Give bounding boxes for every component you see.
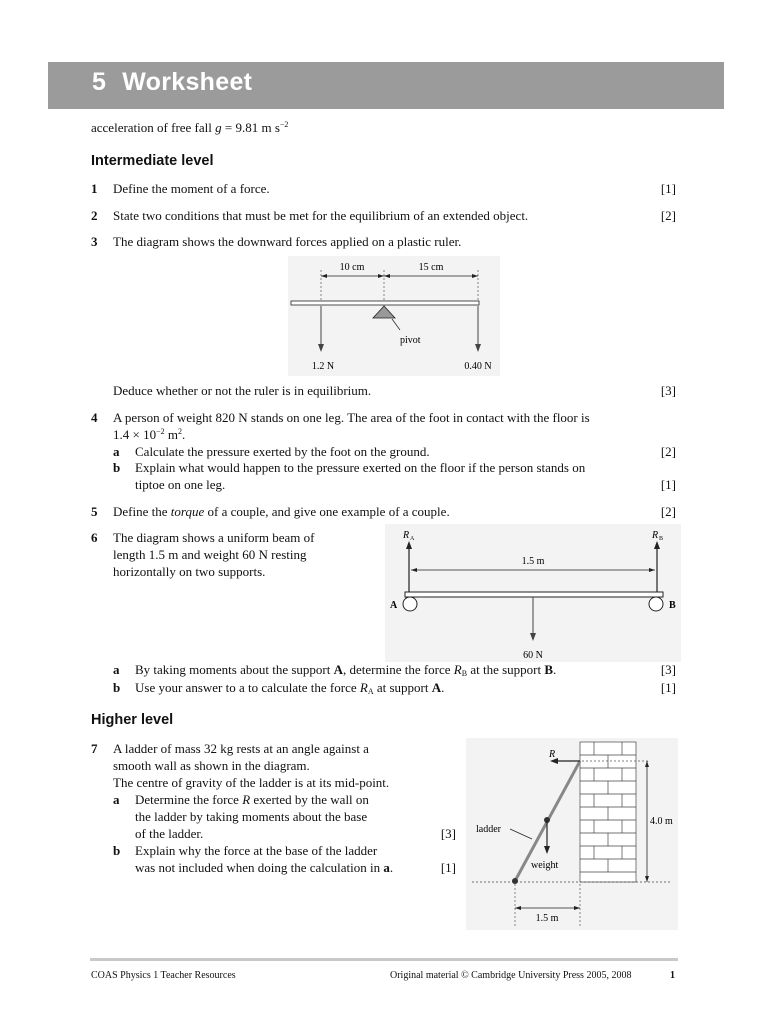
base-label: 1.5 m — [535, 913, 559, 924]
constant-line: acceleration of free fall g = 9.81 m $s^{-2}$ — [91, 120, 289, 135]
footer-right: Original material © Cambridge University Press 2005, 2008 — [390, 970, 632, 981]
beam-diagram — [385, 524, 681, 662]
force-r-label: R — [549, 749, 556, 760]
label-a: A — [390, 600, 398, 611]
question-text: A person of weight 820 N stands on one leg. The area of the foot in contact with the floor is — [113, 410, 590, 425]
question-number: 5 — [91, 504, 98, 519]
question-text: State two conditions that must be met for the equilibrium of an extended object. — [113, 208, 529, 223]
question-text: A ladder of mass 32 kg rests at an angle against a — [113, 741, 369, 756]
question-text: Define the moment of a force. — [113, 181, 270, 196]
rb-sub: B — [659, 536, 664, 542]
force-ra-arrow — [406, 541, 412, 549]
part-text: By taking moments about the support A, determine the force $R_B$ at the support B. — [135, 662, 557, 678]
support-a — [403, 597, 417, 611]
question-text: The diagram shows a uniform beam of — [113, 530, 315, 545]
section-heading-intermediate: Intermediate level — [91, 153, 214, 169]
dimension-arrow — [645, 761, 649, 767]
force-left-arrow — [318, 344, 324, 352]
rb-label: R — [652, 530, 659, 541]
part-label: a — [113, 444, 120, 459]
footer-left: COAS Physics 1 Teacher Resources — [91, 970, 236, 981]
ladder-leader — [510, 829, 532, 839]
height-label: 4.0 m — [650, 816, 673, 827]
question-marks: [3] — [440, 826, 456, 841]
question-text: The diagram shows the downward forces applied on a plastic ruler. — [113, 234, 462, 249]
question-number: 4 — [91, 410, 98, 425]
pivot-label: pivot — [400, 335, 421, 346]
part-text: the ladder by taking moments about the base — [135, 809, 368, 824]
question-number: 2 — [91, 208, 98, 223]
part-label: b — [113, 460, 121, 475]
weight-arrow — [544, 846, 550, 854]
question-marks: [1] — [660, 181, 676, 196]
question-marks: [1] — [660, 680, 676, 695]
force-right-label: 0.40 N — [464, 361, 492, 372]
ladder-label: ladder — [476, 824, 501, 835]
question-number: 3 — [91, 234, 98, 249]
ruler-diagram — [288, 256, 500, 376]
ladder-base — [512, 878, 518, 884]
part-text: Calculate the pressure exerted by the foot on the ground. — [135, 444, 430, 459]
part-label: a — [113, 792, 120, 807]
dimension-arrow — [378, 274, 384, 278]
question-marks: [2] — [660, 504, 676, 519]
footer-rule — [90, 958, 678, 961]
part-text: Explain why the force at the base of the ladder — [135, 843, 378, 858]
ra-sub: A — [410, 536, 415, 542]
dimension-arrow — [384, 274, 390, 278]
part-label: a — [113, 662, 120, 677]
question-marks: [3] — [660, 383, 676, 398]
weight-label: 60 N — [523, 650, 543, 661]
question-marks: [1] — [660, 477, 676, 492]
part-text: Explain what would happen to the pressure exerted on the floor if the person stands on — [135, 460, 586, 475]
label-10cm: 10 cm — [339, 262, 365, 273]
ra-label: R — [403, 530, 410, 541]
section-heading-higher: Higher level — [91, 712, 174, 728]
question-number: 7 — [91, 741, 98, 756]
dimension-arrow — [649, 568, 655, 572]
pivot-leader — [392, 319, 400, 330]
question-text: The centre of gravity of the ladder is at its mid-point. — [113, 775, 390, 790]
question-marks: [2] — [660, 444, 676, 459]
part-label: b — [113, 843, 121, 858]
question-number: 6 — [91, 530, 98, 545]
question-number: 1 — [91, 181, 98, 196]
dimension-arrow — [645, 876, 649, 882]
label-15cm: 15 cm — [418, 262, 444, 273]
beam — [405, 592, 663, 597]
dimension-arrow — [411, 568, 417, 572]
support-b — [649, 597, 663, 611]
dimension-arrow — [574, 906, 580, 910]
question-text: Deduce whether or not the ruler is in equilibrium. — [113, 383, 372, 398]
label-b: B — [669, 600, 676, 611]
weight-arrow — [530, 633, 536, 641]
question-marks: [3] — [660, 662, 676, 677]
pivot-triangle — [373, 306, 395, 318]
force-left-label: 1.2 N — [311, 361, 335, 372]
page-number: 1 — [670, 970, 675, 981]
part-text: of the ladder. — [135, 826, 204, 841]
dimension-arrow — [515, 906, 521, 910]
force-rb-arrow — [654, 541, 660, 549]
ladder-diagram — [466, 738, 678, 930]
part-text: Determine the force R exerted by the wall on — [135, 792, 369, 807]
length-label: 1.5 m — [521, 556, 545, 567]
question-text: Define the torque of a couple, and give one example of a couple. — [113, 504, 450, 519]
force-right-arrow — [475, 344, 481, 352]
dimension-arrow — [472, 274, 478, 278]
brick-wall — [580, 742, 636, 882]
part-label: b — [113, 680, 121, 695]
part-text: was not included when doing the calculation in a. — [135, 860, 394, 875]
part-text: Use your answer to a to calculate the force $R_A$ at support A. — [135, 680, 445, 696]
page-title: 5 Worksheet — [92, 68, 253, 96]
question-text: smooth wall as shown in the diagram. — [113, 758, 310, 773]
part-text: tiptoe on one leg. — [135, 477, 226, 492]
question-marks: [2] — [660, 208, 676, 223]
question-text-area: $1.4 \times 10^{-2}$ $m^2$. — [113, 427, 186, 442]
ruler — [291, 301, 479, 305]
weight-label: weight — [531, 860, 559, 871]
dimension-arrow — [321, 274, 327, 278]
question-text: length 1.5 m and weight 60 N resting — [113, 547, 307, 562]
question-text: horizontally on two supports. — [113, 564, 266, 579]
question-marks: [1] — [440, 860, 456, 875]
